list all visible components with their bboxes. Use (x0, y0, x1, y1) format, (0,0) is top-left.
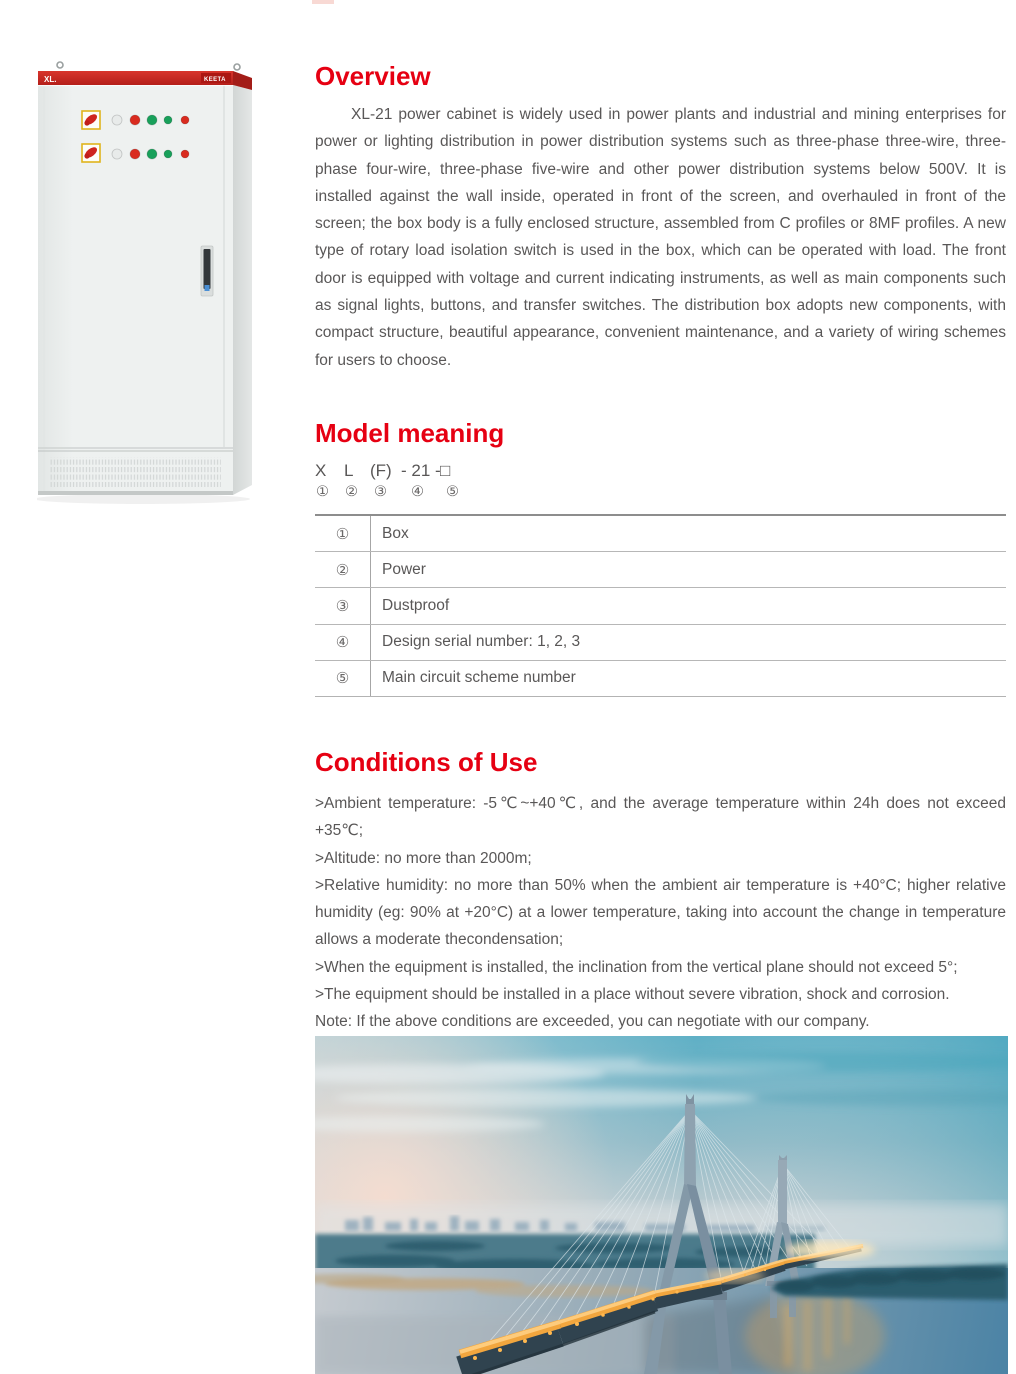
power-cabinet-illustration (37, 61, 257, 506)
door-handle (201, 246, 213, 296)
model-meaning-title: Model meaning (315, 418, 505, 448)
indicator-green (147, 149, 157, 159)
indicator-green (164, 116, 172, 124)
bridge-photo (315, 1036, 1008, 1374)
code-digit: ④ (411, 484, 424, 500)
cabinet-shadow (37, 494, 250, 504)
indicator-red (181, 150, 189, 158)
indicator-green (147, 115, 157, 125)
rotary-switch-icon (82, 111, 100, 129)
code-part: (F) (370, 461, 392, 480)
model-code-digits (315, 484, 535, 504)
row-number: ⑤ (335, 669, 350, 688)
row-description: Power (370, 552, 1006, 587)
row-description: Design serial number: 1, 2, 3 (370, 625, 1006, 660)
roadway-far-glow (785, 1241, 875, 1259)
condition-note: Note: If the above conditions are exceeded, you can negotiate with our company. (315, 1013, 870, 1031)
handle-lock-label (205, 285, 210, 291)
table-row (315, 660, 1006, 696)
overview-body (315, 101, 1006, 374)
cropped-header-artifact (312, 0, 334, 4)
bridge-photo-illustration (315, 1036, 1008, 1374)
cabinet-side-panel (233, 85, 252, 495)
indicator-white (112, 149, 122, 159)
model-meaning-table (315, 514, 1006, 697)
row-number: ① (335, 524, 350, 543)
row-description: Dustproof (370, 588, 1006, 623)
indicator-green (164, 150, 172, 158)
row-number: ② (335, 560, 350, 579)
code-part: X (315, 461, 327, 480)
condition-line: >When the equipment is installed, the inclination from the vertical plane should not exceed 5°; (315, 958, 958, 976)
condition-line: >The equipment should be installed in a place without severe vibration, shock and corrosion. (315, 986, 950, 1004)
row-description: Box (370, 516, 1006, 551)
indicator-white (112, 115, 122, 125)
code-part: - 21 - (401, 461, 441, 480)
brand-logo-text: KEETA (204, 77, 226, 83)
code-digit: ② (345, 484, 358, 500)
code-digit: ③ (374, 484, 387, 500)
conditions-title: Conditions of Use (315, 747, 538, 777)
indicator-red (130, 149, 140, 159)
table-row (315, 624, 1006, 660)
table-row (315, 587, 1006, 623)
row-description: Main circuit scheme number (370, 661, 1006, 696)
rotary-switch-icon (82, 144, 100, 162)
conditions-body (315, 790, 1006, 1036)
table-row (315, 551, 1006, 587)
condition-line: >Ambient temperature: -5℃~+40℃, and the average temperature within 24h does not exceed +35℃; (315, 795, 1006, 840)
roadway-mid-glow (705, 1269, 765, 1283)
model-code (315, 461, 535, 483)
condition-line: >Relative humidity: no more than 50% when the ambient air temperature is +40°C; higher relative humidity (eg: 90% at +20°C) at a lower temperature, taking into account the change in temperature allows a moderate thecondensation; (315, 876, 1006, 949)
code-part: □ (440, 461, 451, 480)
product-photo-power-cabinet (37, 61, 257, 506)
code-digit: ① (316, 484, 329, 500)
overview-paragraph: XL-21 power cabinet is widely used in power plants and industrial and mining enterprises for power or lighting distribution in power distribution systems such as three-phase three-wire, three-phase four-wire, three-phase five-wire and other power distribution systems below 500V. It is installed against the wall inside, operated in front of the screen, and overhauled in front of the screen; the box body is a fully enclosed structure, assembled from C profiles or 8MF profiles. A new type of rotary load isolation switch is used in the box, which can be operated with load. The front door is equipped with voltage and current indicating instruments, as well as main components such as signal lights, buttons, and transfer switches. The distribution box adopts new components, with compact structure, beautiful appearance, convenient maintenance, and a variety of wiring schemes for users to choose. (315, 106, 1006, 369)
cabinet-band-label: XL. (44, 75, 57, 84)
row-number: ③ (335, 596, 350, 615)
overview-title: Overview (315, 61, 431, 91)
indicator-red (181, 116, 189, 124)
ventilation-slots (49, 457, 221, 487)
code-digit: ⑤ (446, 484, 459, 500)
condition-line: >Altitude: no more than 2000m; (315, 849, 532, 867)
cabinet-base (38, 491, 233, 495)
lifting-eye-icons (57, 62, 240, 70)
row-number: ④ (335, 633, 350, 652)
indicator-red (130, 115, 140, 125)
code-part: L (344, 461, 354, 480)
table-row (315, 516, 1006, 551)
